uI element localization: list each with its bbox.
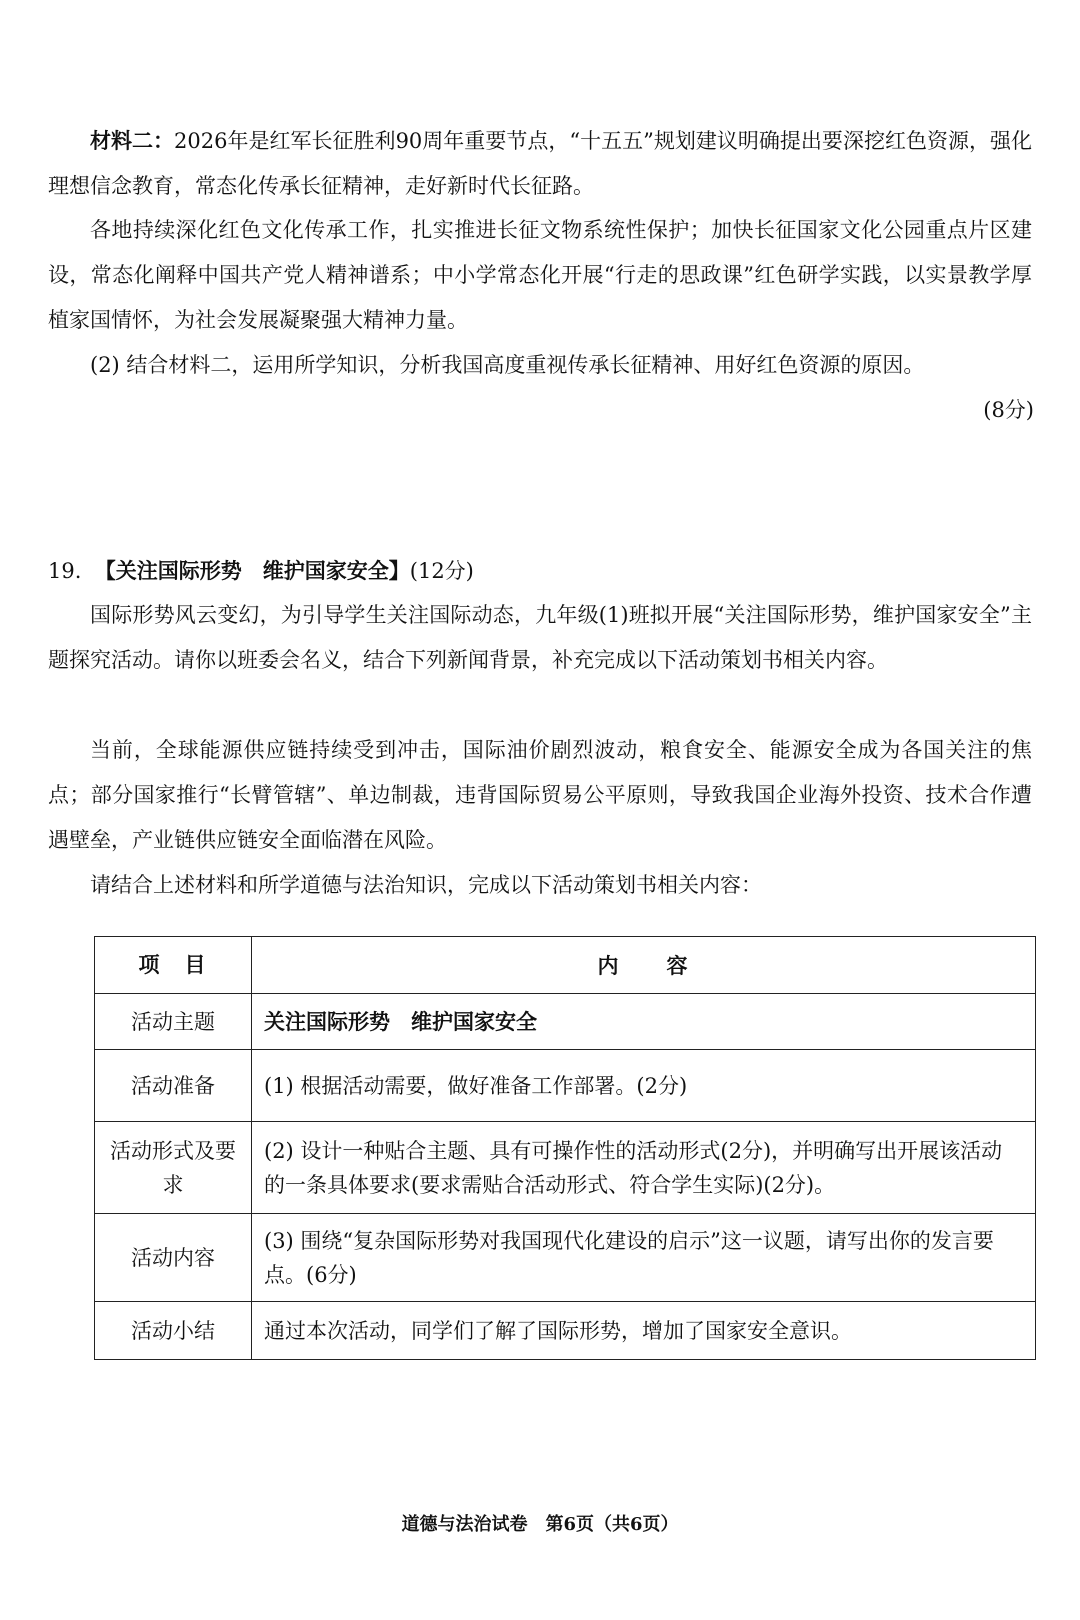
table-row: [95, 1122, 1036, 1214]
activity-plan-table: [94, 936, 1036, 1360]
material2-label: 材料二：: [90, 128, 175, 153]
material2-paragraph-1: [48, 118, 1032, 209]
material2-text-1: 2026年是红军长征胜利90周年重要节点，“十五五”规划建议明确提出要深挖红色资源，强化理想信念教育，常态化传承长征精神，走好新时代长征路。: [48, 129, 1033, 198]
row-content: 通过本次活动，同学们了解了国际形势，增加了国家安全意识。: [252, 1302, 1036, 1360]
row-item: 活动准备: [95, 1050, 252, 1122]
page-footer: 道德与法治试卷 第6页（共6页）: [401, 1514, 679, 1535]
table-header-row: [95, 937, 1036, 994]
row-item: 活动主题: [95, 994, 252, 1050]
question-19-instruction: 请结合上述材料和所学道德与法治知识，完成以下活动策划书相关内容：: [90, 873, 762, 897]
row-item: 活动内容: [95, 1214, 252, 1302]
question-2-score: (8分): [983, 398, 1034, 422]
table-row: [95, 994, 1036, 1050]
question-19-number: 19.: [48, 559, 82, 583]
row-item: 活动形式及要求: [95, 1122, 252, 1214]
question-19-background: 当前，全球能源供应链持续受到冲击，国际油价剧烈波动，粮食安全、能源安全成为各国关注的焦点；部分国家推行“长臂管辖”、单边制裁，违背国际贸易公平原则，导致我国企业海外投资、技术合作遭遇壁垒，产业链供应链安全面临潜在风险。: [48, 738, 1032, 852]
question-19-title: 【关注国际形势 维护国家安全】: [94, 558, 410, 583]
row-content: 关注国际形势 维护国家安全: [252, 994, 1036, 1050]
question-2-prompt: (2) 结合材料二，运用所学知识，分析我国高度重视传承长征精神、用好红色资源的原因。: [90, 353, 925, 377]
header-item: 项 目: [95, 937, 252, 994]
row-content: (2) 设计一种贴合主题、具有可操作性的活动形式(2分)，并明确写出开展该活动的一条具体要求(要求需贴合活动形式、符合学生实际)(2分)。: [252, 1122, 1036, 1214]
row-content: (1) 根据活动需要，做好准备工作部署。(2分): [252, 1050, 1036, 1122]
question-19-score: (12分): [409, 559, 474, 583]
table-row: [95, 1050, 1036, 1122]
row-item: 活动小结: [95, 1302, 252, 1360]
header-content: 内 容: [252, 937, 1036, 994]
table-row: [95, 1302, 1036, 1360]
material2-paragraph-2: 各地持续深化红色文化传承工作，扎实推进长征文物系统性保护；加快长征国家文化公园重点片区建设，常态化阐释中国共产党人精神谱系；中小学常态化开展“行走的思政课”红色研学实践，以实景教学厚植家国情怀，为社会发展凝聚强大精神力量。: [48, 218, 1032, 332]
question-19-heading: [48, 548, 1032, 594]
row-content: (3) 围绕“复杂国际形势对我国现代化建设的启示”这一议题，请写出你的发言要点。(6分): [252, 1214, 1036, 1302]
question-19-intro: 国际形势风云变幻，为引导学生关注国际动态，九年级(1)班拟开展“关注国际形势，维护国家安全”主题探究活动。请你以班委会名义，结合下列新闻背景，补充完成以下活动策划书相关内容。: [48, 603, 1032, 672]
table-row: [95, 1214, 1036, 1302]
